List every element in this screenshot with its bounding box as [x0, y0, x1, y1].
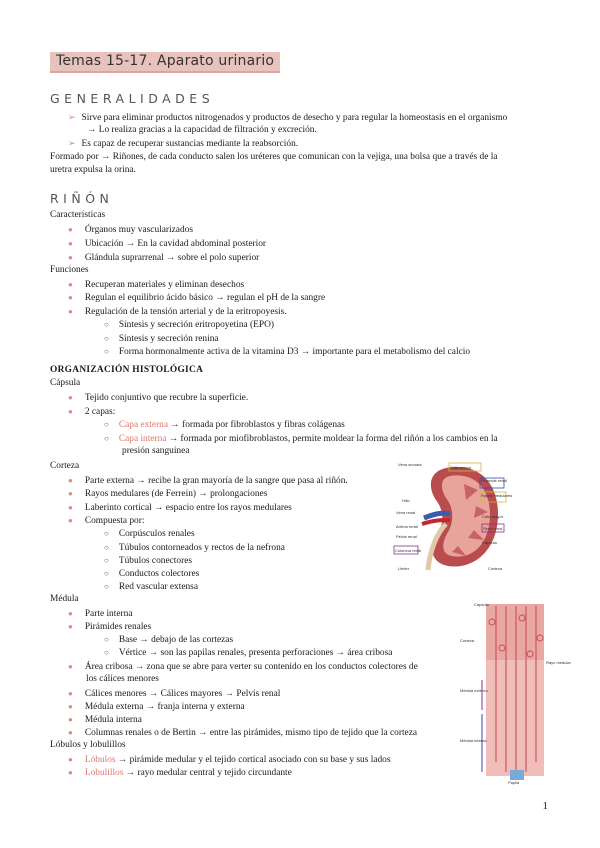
circle-bullet-icon: ○	[104, 529, 109, 538]
bullet-icon: ●	[68, 689, 73, 698]
kidney-illustration	[394, 458, 520, 578]
arrow-bullet-icon: ➢	[68, 112, 76, 122]
sub-list-item: ○ Corpúsculos renales	[104, 529, 195, 539]
circle-bullet-icon: ○	[104, 635, 109, 644]
bullet-icon: ●	[68, 768, 73, 777]
paragraph: Formado por → Riñones, de cada conducto salen los uréteres que comunican con la vejiga, una bolsa que a través de la	[50, 152, 498, 162]
list-item: ● Órganos muy vascularizados	[68, 225, 193, 235]
nephron-label: Corteza	[460, 638, 475, 643]
list-item: ● Compuesta por:	[68, 516, 145, 526]
kidney-label: Pirámide renal	[481, 478, 507, 483]
page-title: Temas 15-17. Aparato urinario	[50, 52, 280, 73]
subheading: Corteza	[50, 461, 80, 471]
list-item: ● Recuperan materiales y eliminan desechos	[68, 280, 245, 290]
circle-bullet-icon: ○	[104, 648, 109, 657]
circle-bullet-icon: ○	[104, 582, 109, 591]
sub-list-item: ○ Túbulos conectores	[104, 556, 192, 566]
nephron-label: Cápsula	[474, 602, 489, 607]
sub-list-item: ○ Conductos colectores	[104, 569, 200, 579]
nephron-label: Médula interna	[460, 738, 487, 743]
kidney-label: Cáliz mayor	[482, 514, 504, 519]
list-item: ● Lóbulos → pirámide medular y el tejido cortical asociado con su base y sus lados	[68, 755, 391, 765]
list-item: ● Cálices menores → Cálices mayores → Pelvis renal	[68, 689, 281, 699]
bullet-icon: ●	[68, 253, 73, 262]
section-heading-rinon: RIÑÓN	[50, 191, 114, 206]
list-item: ● Parte externa → recibe la gran mayoría de la sangre que pasa al riñón.	[68, 476, 348, 486]
sub-list-item: ○ Red vascular extensa	[104, 582, 198, 592]
bullet-icon: ●	[68, 293, 73, 302]
bullet-icon: ●	[68, 280, 73, 289]
list-item: ● Columnas renales o de Bertin → entre las pirámides, mismo tipo de tejido que la corteza	[68, 728, 418, 738]
circle-bullet-icon: ○	[104, 434, 109, 443]
list-item: ● Médula interna	[68, 715, 142, 725]
kidney-label: Columna renal	[395, 548, 422, 553]
subheading: Funciones	[50, 265, 89, 275]
circle-bullet-icon: ○	[104, 569, 109, 578]
kidney-label: Corteza	[488, 566, 503, 571]
page-number: 1	[542, 800, 548, 812]
circle-bullet-icon: ○	[104, 320, 109, 329]
arrow-bullet-icon: ➢	[68, 138, 76, 148]
list-item: ● Médula externa → franja interna y externa	[68, 702, 245, 712]
circle-bullet-icon: ○	[104, 420, 109, 429]
bullet-icon: ●	[68, 622, 73, 631]
kidney-label: Arteria renal	[396, 524, 418, 529]
bullet-icon: ●	[68, 702, 73, 711]
nephron-illustration	[458, 602, 571, 785]
sub-list-item-cont: presión sanguínea	[122, 446, 190, 456]
sub-list-item: ○ Túbulos contorneados y rectos de la nefrona	[104, 543, 285, 553]
list-item: ● Pirámides renales	[68, 622, 152, 632]
sub-list-item: ○ Base → debajo de las cortezas	[104, 635, 234, 645]
sub-list-item: ○ Capa interna → formada por miofibroblastos, permite moldear la forma del riñón a los cambios en la	[104, 434, 498, 444]
bullet-icon: ●	[68, 715, 73, 724]
nephron-label: Papila	[508, 780, 520, 785]
subheading: Cápsula	[50, 378, 81, 388]
sub-list-item: ○ Vértice → son las papilas renales, presenta perforaciones → área cribosa	[104, 648, 393, 658]
list-item: ● Regulación de la tensión arterial y de la eritropoyesis.	[68, 307, 287, 317]
list-item: ➢ Es capaz de recuperar sustancias mediante la reabsorción.	[68, 138, 299, 149]
circle-bullet-icon: ○	[104, 556, 109, 565]
bullet-icon: ●	[68, 516, 73, 525]
kidney-label: Pelvis renal	[396, 534, 417, 539]
kidney-label: Cáliz menor	[450, 465, 472, 470]
kidney-label: Vena renal	[396, 510, 416, 515]
list-item: → Lo realiza gracias a la capacidad de filtración y excreción.	[87, 125, 317, 135]
bullet-icon: ●	[68, 239, 73, 248]
bullet-icon: ●	[68, 728, 73, 737]
bullet-icon: ●	[68, 476, 73, 485]
kidney-label: Hilio	[402, 498, 410, 503]
circle-bullet-icon: ○	[104, 334, 109, 343]
list-item: ● 2 capas:	[68, 407, 116, 417]
bullet-icon: ●	[68, 307, 73, 316]
paragraph: uretra expulsa la orina.	[50, 165, 136, 175]
sub-list-item: ○ Capa externa → formada por fibroblastos y fibras colágenas	[104, 420, 345, 430]
list-item: ● Rayos medulares (de Ferrein) → prolongaciones	[68, 489, 268, 499]
list-item: ➢ Sirve para eliminar productos nitrogenados y productos de desecho y para regular la homeostasis en el organismo	[68, 112, 508, 123]
list-item: ● Regulan el equilibrio ácido básico → regulan el pH de la sangre	[68, 293, 326, 303]
histologia-heading: ORGANIZACIÓN HISTOLÓGICA	[50, 365, 204, 375]
bullet-icon: ●	[68, 609, 73, 618]
bullet-icon: ●	[68, 662, 73, 671]
circle-bullet-icon: ○	[104, 347, 109, 356]
list-item: ● Ubicación → En la cavidad abdominal posterior	[68, 239, 267, 249]
list-item: ● Laberinto cortical → espacio entre los rayos medulares	[68, 503, 292, 513]
nephron-label: Médula externa	[460, 688, 488, 693]
list-item: ● Área cribosa → zona que se abre para verter su contenido en los conductos colectores de	[68, 662, 418, 672]
sub-list-item: ○ Síntesis y secreción eritropoyetina (EPO)	[104, 320, 275, 330]
kidney-label: Rayos medulares	[481, 493, 513, 498]
kidney-label: Seno renal	[483, 526, 503, 531]
circle-bullet-icon: ○	[104, 543, 109, 552]
bullet-icon: ●	[68, 393, 73, 402]
sub-list-item: ○ Forma hormonalmente activa de la vitamina D3 → importante para el metabolismo del calcio	[104, 347, 471, 357]
kidney-label: Vena arcuata	[398, 462, 422, 467]
nephron-label: Rayo medular	[546, 660, 571, 665]
bullet-icon: ●	[68, 407, 73, 416]
kidney-label: Cápsula	[482, 540, 497, 545]
list-item-cont: los cálices menores	[86, 674, 159, 684]
bullet-icon: ●	[68, 755, 73, 764]
bullet-icon: ●	[68, 225, 73, 234]
subheading: Médula	[50, 594, 79, 604]
list-item: ● Lobulillos → rayo medular central y tejido circundante	[68, 768, 292, 778]
sub-list-item: ○ Síntesis y secreción renina	[104, 334, 219, 344]
list-item: ● Parte interna	[68, 609, 133, 619]
kidney-label: Uréter	[398, 566, 410, 571]
subheading: Lóbulos y lobulillos	[50, 740, 126, 750]
section-heading-generalidades: GENERALIDADES	[50, 91, 215, 106]
subheading: Características	[50, 210, 106, 220]
bullet-icon: ●	[68, 503, 73, 512]
list-item: ● Glándula suprarrenal → sobre el polo superior	[68, 253, 260, 263]
bullet-icon: ●	[68, 489, 73, 498]
list-item: ● Tejido conjuntivo que recubre la superficie.	[68, 393, 249, 403]
